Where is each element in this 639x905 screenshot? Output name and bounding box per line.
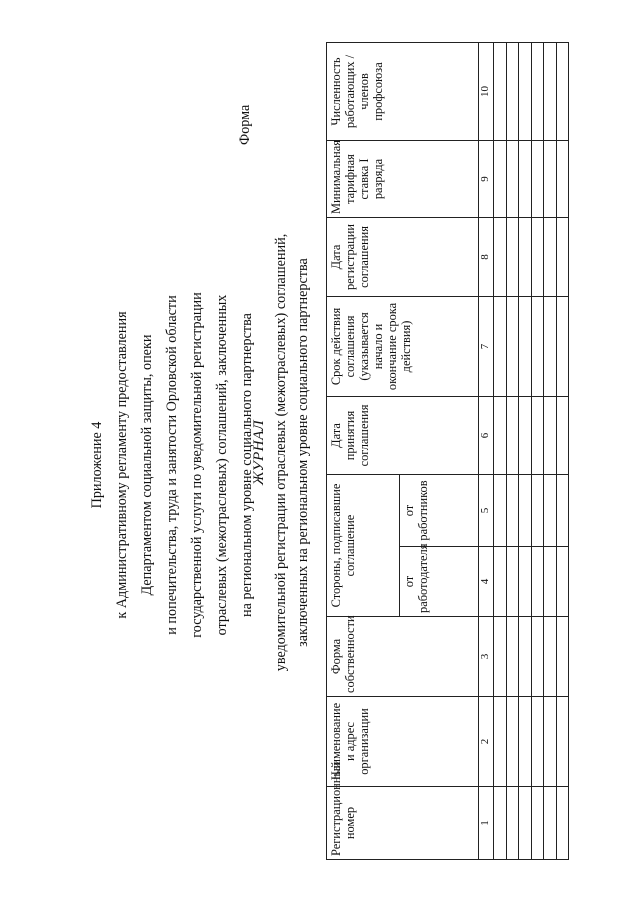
header-party-employer: от работодателя <box>400 547 479 617</box>
table-cell <box>544 547 557 617</box>
form-label: Форма <box>237 104 253 145</box>
table-cell <box>544 141 557 218</box>
table-cell <box>531 141 544 218</box>
header-party-workers: от работников <box>400 475 479 547</box>
table-cell <box>494 475 507 547</box>
header-min-tariff: Минимальная тарифная ставка I разряда <box>327 141 479 218</box>
table-cell <box>494 397 507 475</box>
column-numbers-row <box>479 43 494 860</box>
header-registration-date: Дата регистрации соглашения <box>327 218 479 297</box>
header-parties: Стороны, подписавшие соглашение <box>327 475 400 617</box>
table-cell <box>519 297 532 397</box>
table-cell <box>544 218 557 297</box>
table-cell <box>531 43 544 141</box>
table-row <box>494 43 507 860</box>
table-cell <box>519 787 532 860</box>
appendix-line: и попечительства, труда и занятости Орловской области <box>164 295 180 635</box>
table-cell <box>519 218 532 297</box>
column-number: 5 <box>479 475 494 547</box>
table-row <box>506 43 519 860</box>
table-cell <box>494 697 507 787</box>
header-reg-number: Регистрационный номер <box>327 787 479 860</box>
table-cell <box>519 617 532 697</box>
table-cell <box>544 397 557 475</box>
column-number: 2 <box>479 697 494 787</box>
header-org-name: Наименование и адрес организации <box>327 697 479 787</box>
table-cell <box>531 218 544 297</box>
header-validity: Срок действия соглашения (указывается начало и окончание срока действия) <box>327 297 479 397</box>
column-number: 6 <box>479 397 494 475</box>
table-cell <box>506 218 519 297</box>
table-cell <box>506 617 519 697</box>
table-cell <box>494 787 507 860</box>
table-cell <box>531 617 544 697</box>
table-cell <box>506 547 519 617</box>
journal-entries <box>494 43 569 860</box>
table-cell <box>544 475 557 547</box>
column-number: 9 <box>479 141 494 218</box>
table-cell <box>494 547 507 617</box>
appendix-header <box>85 155 260 775</box>
table-cell <box>494 43 507 141</box>
column-number: 10 <box>479 43 494 141</box>
column-number: 1 <box>479 787 494 860</box>
table-row <box>519 43 532 860</box>
journal-subtitle-line-1: уведомительной регистрации отраслевых (межотраслевых) соглашений, <box>273 233 289 672</box>
table-cell <box>556 218 569 297</box>
appendix-line: Департаментом социальной защиты, опеки <box>139 334 155 596</box>
table-cell <box>531 697 544 787</box>
table-cell <box>556 697 569 787</box>
table-cell <box>556 475 569 547</box>
table-cell <box>494 617 507 697</box>
appendix-line: на региональном уровне социального партнерства <box>239 313 255 617</box>
table-cell <box>544 297 557 397</box>
table-row <box>544 43 557 860</box>
table-cell <box>506 697 519 787</box>
table-cell <box>531 397 544 475</box>
appendix-line: государственной услуги по уведомительной регистрации <box>189 292 205 638</box>
header-headcount: Численность работающих / членов профсоюза <box>327 43 479 141</box>
table-cell <box>494 297 507 397</box>
table-cell <box>531 547 544 617</box>
table-cell <box>506 141 519 218</box>
table-cell <box>544 787 557 860</box>
header-adoption-date: Дата принятия соглашения <box>327 397 479 475</box>
table-cell <box>506 297 519 397</box>
table-cell <box>544 617 557 697</box>
table-cell <box>531 475 544 547</box>
table-cell <box>506 475 519 547</box>
table-cell <box>556 397 569 475</box>
journal-title-block <box>248 0 314 905</box>
table-row <box>531 43 544 860</box>
appendix-line: к Административному регламенту предоставления <box>114 311 130 619</box>
column-number: 4 <box>479 547 494 617</box>
column-number: 8 <box>479 218 494 297</box>
journal-heading: ЖУРНАЛ <box>251 419 267 486</box>
table-cell <box>519 547 532 617</box>
column-number: 7 <box>479 297 494 397</box>
column-number: 3 <box>479 617 494 697</box>
table-header-row <box>327 43 400 860</box>
registration-journal-table <box>326 42 569 860</box>
table-cell <box>556 547 569 617</box>
table-cell <box>531 787 544 860</box>
table-cell <box>531 297 544 397</box>
table-cell <box>519 697 532 787</box>
journal-subtitle-line-2: заключенных на региональном уровне социального партнерства <box>295 258 311 647</box>
table-cell <box>556 297 569 397</box>
table-row <box>556 43 569 860</box>
table-cell <box>544 697 557 787</box>
table-cell <box>556 617 569 697</box>
appendix-line: отраслевых (межотраслевых) соглашений, заключенных <box>214 294 230 636</box>
table-cell <box>556 43 569 141</box>
table-cell <box>494 218 507 297</box>
table-cell <box>506 787 519 860</box>
table-cell <box>494 141 507 218</box>
table-cell <box>506 397 519 475</box>
table-cell <box>544 43 557 141</box>
table-cell <box>556 787 569 860</box>
table-cell <box>519 397 532 475</box>
table-cell <box>519 141 532 218</box>
header-ownership: Форма собственности <box>327 617 479 697</box>
table-cell <box>519 43 532 141</box>
appendix-line: Приложение 4 <box>89 421 105 509</box>
table-cell <box>519 475 532 547</box>
table-cell <box>556 141 569 218</box>
table-cell <box>506 43 519 141</box>
